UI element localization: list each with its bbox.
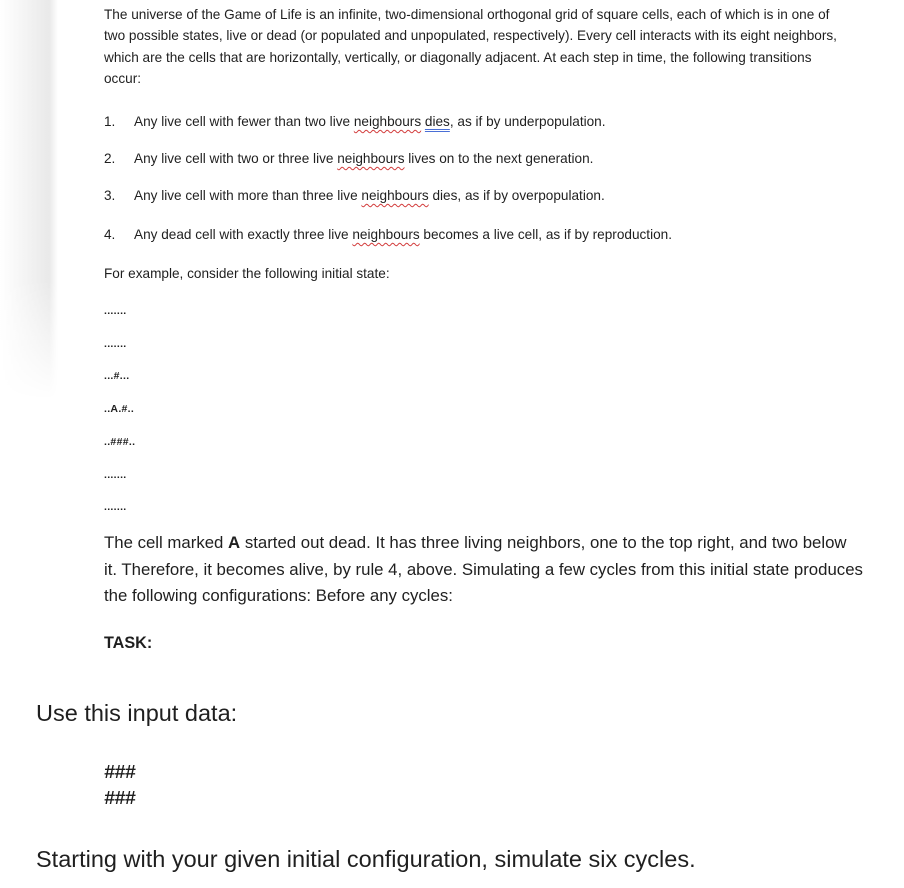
rule-1: 1. Any live cell with fewer than two live neighbours dies, as if by underpopulation. bbox=[104, 112, 606, 132]
rule-number: 2. bbox=[104, 151, 116, 166]
grid-row: ....... bbox=[104, 501, 127, 513]
grid-row: ..###.. bbox=[104, 436, 136, 448]
intro-paragraph: The universe of the Game of Life is an infinite, two-dimensional orthogonal grid of square cells, each of which is in one of two possible states, live or dead (or populated and unpopulated, respectively). Every cell interacts with its eight neighbors, which are the cells that are horizontally, vertically, or diagonally adjacent. At each step in time, the following transitions occur: bbox=[104, 7, 837, 86]
rule-4: 4. Any dead cell with exactly three live neighbours becomes a live cell, as if by reproduction. bbox=[104, 225, 672, 245]
spellcheck-flag[interactable]: neighbours bbox=[353, 114, 422, 129]
input-row: ### bbox=[104, 762, 136, 784]
grid-row: ..A.#.. bbox=[104, 403, 135, 415]
use-input-label: Use this input data: bbox=[36, 700, 238, 726]
explanation-paragraph: The cell marked A started out dead. It has three living neighbors, one to the top right, and two below it. Therefore, it becomes alive, by rule 4, above. Simulating a few cycles from this initial state produces the following configurations: Before any cycles: bbox=[104, 533, 863, 605]
rule-2: 2. Any live cell with two or three live neighbours lives on to the next generation. bbox=[104, 149, 593, 169]
spellcheck-flag[interactable]: neighbours bbox=[352, 227, 420, 242]
rule-number: 3. bbox=[104, 188, 116, 203]
spellcheck-flag[interactable]: neighbours bbox=[361, 188, 429, 203]
grid-row: ....... bbox=[104, 338, 127, 350]
final-instruction: Starting with your given initial configuration, simulate six cycles. bbox=[36, 846, 696, 872]
task-label: TASK: bbox=[104, 634, 153, 652]
grid-row: ....... bbox=[104, 469, 127, 481]
grid-row: ....... bbox=[104, 305, 127, 317]
grid-row: ...#... bbox=[104, 370, 130, 382]
grammar-flag[interactable]: dies bbox=[424, 114, 450, 129]
spellcheck-flag[interactable]: neighbours bbox=[337, 151, 405, 166]
cell-a-label: A bbox=[228, 533, 241, 552]
example-intro: For example, consider the following initial state: bbox=[104, 266, 390, 281]
page-edge-shadow bbox=[0, 0, 58, 400]
rule-number: 4. bbox=[104, 227, 116, 242]
input-row: ### bbox=[104, 788, 136, 810]
rule-3: 3. Any live cell with more than three live neighbours dies, as if by overpopulation. bbox=[104, 186, 605, 206]
rule-number: 1. bbox=[104, 114, 116, 129]
